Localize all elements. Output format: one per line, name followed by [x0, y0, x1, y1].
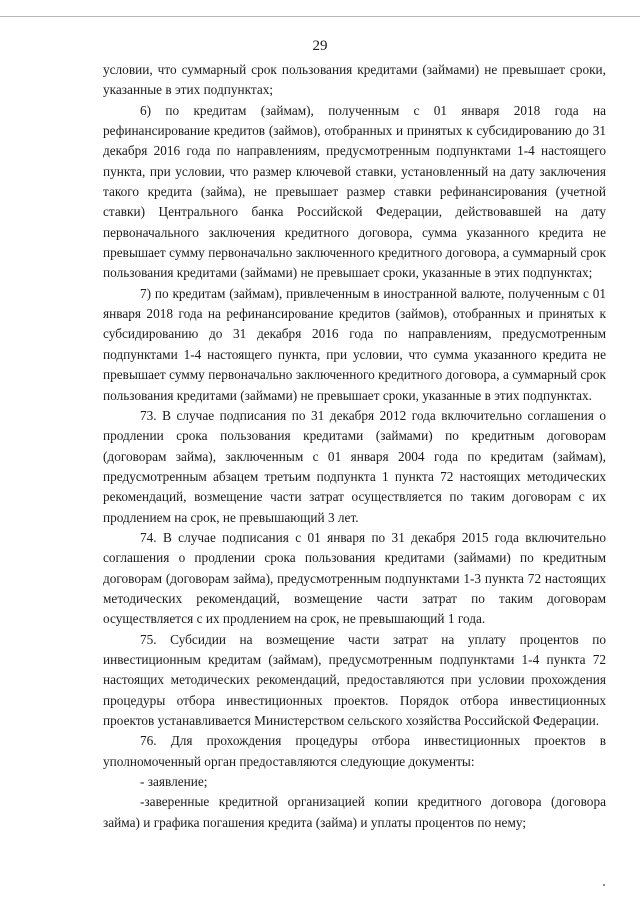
- document-body: [103, 60, 606, 833]
- paragraph-continuation: условии, что суммарный срок пользования кредитами (займами) не превышает сроки, указанные в этих подпунктах;: [103, 62, 606, 98]
- list-item-application: - заявление;: [140, 774, 208, 790]
- list-item-certified-copies: -заверенные кредитной организацией копии кредитного договора (договора займа) и графика погашения кредита (займа) и уплаты процентов по нему;: [103, 794, 606, 830]
- paragraph-clause-74: 74. В случае подписания с 01 января по 31 декабря 2015 года включительно соглашения о продлении срока пользования кредитами (займами) по кредитным договорам (договорам займа), предусмотренным подпунктами 1-3 пункта 72 настоящих методических рекомендаций, возмещение части затрат по таким договорам осуществляется с их продлением на срок, не превышающий 1 года.: [103, 529, 606, 627]
- scan-speck: [603, 884, 605, 886]
- page-number: 29: [312, 38, 328, 54]
- paragraph-clause-76: 76. Для прохождения процедуры отбора инвестиционных проектов в уполномоченный орган предоставляются следующие документы:: [103, 733, 606, 769]
- paragraph-clause-75: 75. Субсидии на возмещение части затрат на уплату процентов по инвестиционным кредитам (займам), предусмотренным подпунктами 1-4 пункта 72 настоящих методических рекомендаций, предоставляются при условии прохождения процедуры отбора инвестиционных проектов. Порядок отбора инвестиционных проектов устанавливается Министерством сельского хозяйства Российской Федерации.: [103, 631, 606, 728]
- paragraph-clause-73: 73. В случае подписания по 31 декабря 2012 года включительно соглашения о продлении срока пользования кредитами (займами) по кредитным договорам (договорам займа), заключенным с 01 января 2004 года по кредитам (займам), предусмотренным абзацем третьим подпункта 1 пункта 72 настоящих методических рекомендаций, возмещение части затрат осуществляется по таким договорам с их продлением на срок, не превышающий 3 лет.: [103, 407, 606, 525]
- paragraph-subitem-7: 7) по кредитам (займам), привлеченным в иностранной валюте, полученным с 01 января 2018 года на рефинансирование кредитов (займов), отобранных и принятых к субсидированию до 31 декабря 2016 года по направлениям, предусмотренным подпунктами 1-4 настоящего пункта, при условии, что сумма указанного кредита не превышает сумму первоначально заключенного кредитного договора, а суммарный срок пользования кредитами (займами) не превышает сроки, указанные в этих подпунктах.: [103, 285, 606, 403]
- paragraph-subitem-6: 6) по кредитам (займам), полученным с 01 января 2018 года на рефинансирование кредитов (займов), отобранных и принятых к субсидированию до 31 декабря 2016 года по направлениям, предусмотренным подпунктами 1-4 настоящего пункта, при условии, что размер ключевой ставки, установленный на дату заключения такого кредита (займа), не превышает размер ставки рефинансирования (учетной ставки) Центрального банка Российской Федерации, действовавшей на дату первоначального заключения кредитного договора, сумма указанного кредита не превышает сумму первоначально заключенного кредитного договора, а суммарный срок пользования кредитами (займами) не превышает сроки, указанные в этих подпунктах;: [103, 102, 606, 281]
- top-edge-rule: [0, 16, 640, 17]
